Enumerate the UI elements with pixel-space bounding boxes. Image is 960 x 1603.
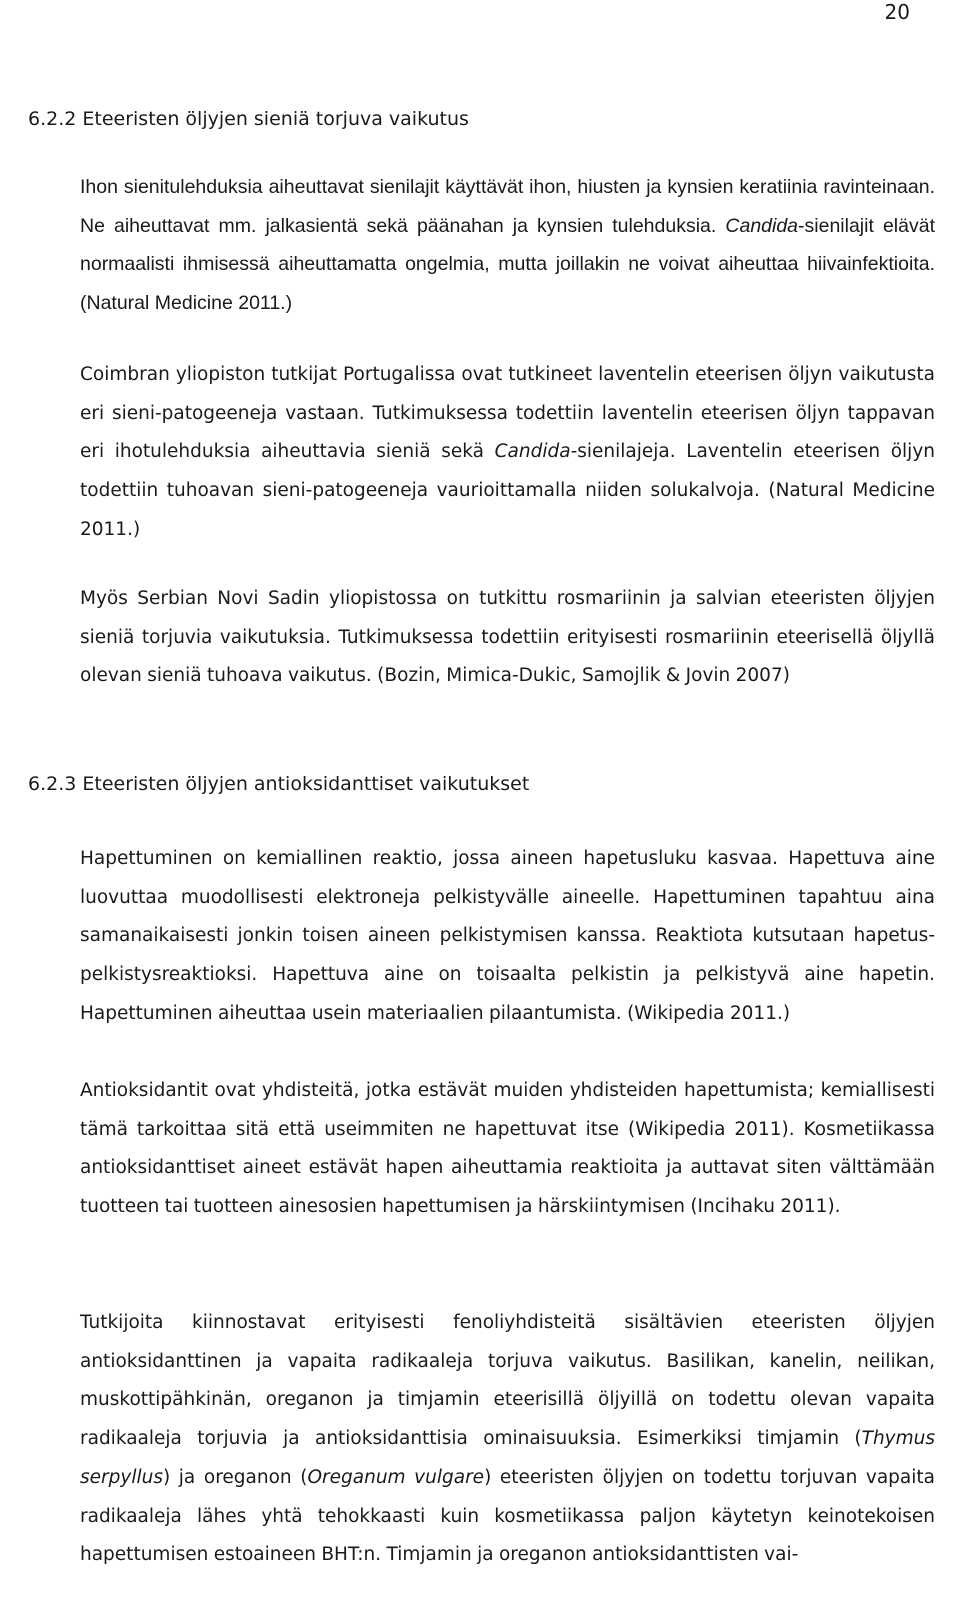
section-heading-6-2-2: 6.2.2 Eteeristen öljyjen sieniä torjuva vaikutus	[28, 108, 469, 130]
italic-term: Candida	[494, 441, 571, 463]
section-heading-6-2-3: 6.2.3 Eteeristen öljyjen antioksidanttiset vaikutukset	[28, 773, 530, 795]
paragraph-phenolic-oils	[80, 1304, 935, 1575]
paragraph-text: Ihon sienitulehduksia aiheuttavat sienilajit käyttävät ihon, hiusten ja kynsien keratiinia ravinteinaan. Ne aiheuttavat mm. jalkasientä sekä päänahan ja kynsien tulehduksia.	[80, 176, 935, 237]
paragraph-text: Myös Serbian Novi Sadin yliopistossa on tutkittu rosmariinin ja salvian eteeristen öljyjen sieniä torjuvia vaikutuksia. Tutkimuksessa todettiin erityisesti rosmariinin eteerisellä öljyllä olevan sieniä tuhoava vaikutus. (Bozin, Mimica-Dukic, Samojlik & Jovin 2007)	[80, 588, 935, 687]
paragraph-text: Tutkijoita kiinnostavat erityisesti fenoliyhdisteitä sisältävien eteeristen öljyjen antioksidanttinen ja vapaita radikaaleja torjuva vaikutus. Basilikan, kanelin, neilikan, muskottipähkinän, oreganon ja timjamin eteerisillä öljyillä on todettu olevan vapaita radikaaleja torjuvia ja antioksidanttisia ominaisuuksia. Esimerkiksi timjamin (	[80, 1312, 935, 1450]
paragraph-text: Coimbran yliopiston tutkijat Portugalissa ovat tutkineet laventelin eteerisen öljyn vaikutusta eri sieni-patogeeneja vastaan. Tutkimuksessa todettiin laventelin eteerisen öljyn tappavan eri ihotulehduksia aiheuttavia sieniä sekä	[80, 364, 935, 463]
italic-term: Candida	[725, 214, 799, 237]
italic-term: Thymus serpyllus	[80, 1428, 935, 1488]
paragraph-coimbra-study	[80, 356, 935, 550]
paragraph-fungal-infections	[80, 168, 935, 323]
page-number: 20	[884, 0, 910, 24]
paragraph-text-after-2: ) eteeristen öljyjen on todettu torjuvan vapaita radikaaleja lähes yhtä tehokkaasti kuin kosmetiikassa paljon käytetyn keinotekoisen hapettumisen estoaineen BHT:n. Timjamin ja oreganon antioksidanttisten vai-	[80, 1466, 935, 1566]
paragraph-text-after: -sienilajit elävät normaalisti ihmisessä aiheuttamatta ongelmia, mutta joillakin ne voivat aiheuttaa hiivainfektioita. (Natural Medicine 2011.)	[80, 214, 936, 315]
paragraph-text: Antioksidantit ovat yhdisteitä, jotka estävät muiden yhdisteiden hapettumista; kemiallisesti tämä tarkoittaa sitä että useimmiten ne hapettuvat itse (Wikipedia 2011). Kosmetiikassa antioksidanttiset aineet estävät hapen aiheuttamia reaktioita ja auttavat siten välttämään tuotteen tai tuotteen ainesosien hapettumisen ja härskiintymisen (Incihaku 2011).	[80, 1080, 935, 1218]
paragraph-text-after: ) ja oreganon (	[162, 1466, 308, 1488]
paragraph-text-after: -sienilajeja. Laventelin eteerisen öljyn todettiin tuhoavan sieni-patogeeneja vaurioittamalla niiden solukalvoja. (Natural Medicine 2011.)	[80, 441, 935, 540]
paragraph-oxidation	[80, 840, 935, 1034]
paragraph-text: Hapettuminen on kemiallinen reaktio, jossa aineen hapetusluku kasvaa. Hapettuva aine luovuttaa muodollisesti elektroneja pelkistyvälle aineelle. Hapettuminen tapahtuu aina samanaikaisesti jonkin toisen aineen pelkistymisen kanssa. Reaktiota kutsutaan hapetus-pelkistysreaktioksi. Hapettuva aine on toisaalta pelkistin ja pelkistyvä aine hapetin. Hapettuminen aiheuttaa usein materiaalien pilaantumista. (Wikipedia 2011.)	[80, 848, 935, 1024]
paragraph-antioxidants	[80, 1072, 935, 1227]
paragraph-novi-sad-study	[80, 580, 935, 696]
italic-term-2: Oreganum vulgare	[307, 1466, 485, 1488]
